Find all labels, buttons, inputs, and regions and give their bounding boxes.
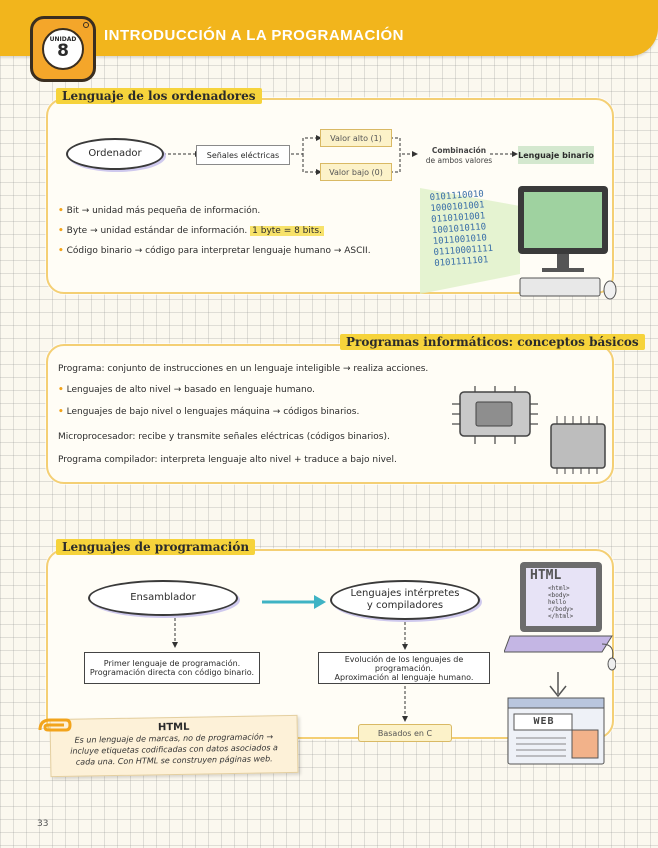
unit-label: UNIDAD xyxy=(49,36,77,43)
bullet-binary-code xyxy=(58,245,371,257)
html-note-line-3: cada una. Con HTML se construyen páginas web. xyxy=(75,754,273,767)
bullet-byte xyxy=(58,225,324,237)
definition-compiler: Programa compilador: interpreta lenguaje alto nivel + traduce a bajo nivel. xyxy=(58,455,397,465)
laptop-mouse xyxy=(608,658,616,670)
assembler-desc-line-2: Programación directa con código binario. xyxy=(89,668,255,677)
bullet-dot: • xyxy=(58,206,64,216)
laptop-html-title: HTML xyxy=(530,568,562,583)
code-line: hello xyxy=(548,599,567,606)
web-window-bar xyxy=(508,698,604,708)
code-line: <html> xyxy=(548,585,570,592)
page-number: 33 xyxy=(37,819,49,829)
unit-badge xyxy=(30,16,96,82)
combination-line-1: Combinación xyxy=(431,146,487,155)
bullet-binary-code-text: Código binario → código para interpretar lenguaje humano → ASCII. xyxy=(66,246,371,256)
code-line: </html> xyxy=(548,613,574,620)
interpreters-line-2: y compiladores xyxy=(366,600,444,611)
evolution-arrow-head xyxy=(314,595,326,609)
assembler-description xyxy=(84,652,260,684)
high-value-label: Valor alto (1) xyxy=(330,133,382,143)
bullet-bit-text: Bit → unidad más pequeña de información. xyxy=(66,206,261,216)
definition-high-level xyxy=(58,384,315,396)
code-line: </body> xyxy=(548,606,574,613)
low-value-label: Valor bajo (0) xyxy=(329,167,383,177)
badge-lens-icon xyxy=(83,22,89,28)
definition-program: Programa: conjunto de instrucciones en un lenguaje inteligible → realiza acciones. xyxy=(58,364,429,374)
bullet-dot: • xyxy=(58,407,64,417)
bullet-byte-text: Byte → unidad estándar de información. xyxy=(66,226,251,236)
low-value-box xyxy=(320,163,392,181)
unit-circle xyxy=(42,28,84,70)
bullet-dot: • xyxy=(58,226,64,236)
high-value-box xyxy=(320,129,392,147)
section-title-computer-language: Lenguaje de los ordenadores xyxy=(56,88,262,104)
assembler-label: Ensamblador xyxy=(130,592,196,603)
binary-digits xyxy=(429,189,494,270)
monitor-base xyxy=(542,268,584,272)
chip-icon xyxy=(450,386,540,448)
bullet-bit xyxy=(58,205,260,217)
interpreters-desc-line-2: Aproximación al lenguaje humano. xyxy=(334,672,474,682)
assembler-desc-line-1: Primer lenguaje de programación. xyxy=(103,659,241,668)
web-image-block xyxy=(572,730,598,758)
combination-line-2: de ambos valores xyxy=(425,156,493,165)
bullet-dot: • xyxy=(58,246,64,256)
html-note-line-1: Es un lenguaje de marcas, no de programación → xyxy=(74,732,274,745)
html-note-body xyxy=(51,731,298,768)
binary-language-label: Lenguaje binario xyxy=(518,150,594,160)
monitor-screen xyxy=(524,192,602,248)
electric-signals-label: Señales eléctricas xyxy=(206,150,280,160)
c-based-label: Basados en C xyxy=(377,728,433,738)
binary-line: 0101111101 xyxy=(433,255,489,269)
electric-signals-box xyxy=(196,145,290,165)
computer-node-label: Ordenador xyxy=(88,148,142,159)
page-title: INTRODUCCIÓN A LA PROGRAMACIÓN xyxy=(104,27,404,44)
computer-node xyxy=(66,138,164,170)
html-note-title: HTML xyxy=(157,721,190,734)
binary-line: 1001010110 xyxy=(431,222,487,237)
interpreters-line-1: Lenguajes intérpretes xyxy=(350,588,460,599)
bullet-dot: • xyxy=(58,385,64,395)
unit-number: 8 xyxy=(57,41,69,61)
binary-line: 01110001111 xyxy=(433,243,494,259)
interpreters-description xyxy=(318,652,490,684)
keyboard xyxy=(520,278,600,296)
processor-pins-icon xyxy=(545,414,611,476)
definition-high-level-text: Lenguajes de alto nivel → basado en lenguaje humano. xyxy=(66,385,315,395)
laptop-code xyxy=(548,585,573,620)
binary-language-box xyxy=(518,146,594,164)
html-note-line-2: incluye etiquetas codificadas con datos asociados a xyxy=(70,743,278,756)
binary-line: 0101110010 xyxy=(429,189,485,204)
binary-line: 0110101001 xyxy=(430,211,486,226)
html-note xyxy=(50,715,299,777)
section-title-software-concepts: Programas informáticos: conceptos básicos xyxy=(340,334,645,350)
section-title-programming-languages: Lenguajes de programación xyxy=(56,539,255,555)
binary-line: 1011001010 xyxy=(432,233,488,248)
interpreters-desc-line-1: Evolución de los lenguajes de programación. xyxy=(344,654,464,673)
byte-highlight: 1 byte = 8 bits. xyxy=(252,226,322,236)
mouse xyxy=(604,281,616,299)
monitor-stand xyxy=(557,254,569,268)
binary-line: 1000101001 xyxy=(430,200,485,215)
definition-low-level-text: Lenguajes de bajo nivel o lenguajes máquina → códigos binarios. xyxy=(66,407,360,417)
code-line: <body> xyxy=(548,592,570,599)
c-based-box xyxy=(358,724,452,742)
combination-label xyxy=(418,146,500,166)
definition-low-level xyxy=(58,406,359,418)
laptop-keyboard xyxy=(504,636,612,652)
definition-microprocessor: Microprocesador: recibe y transmite señales eléctricas (códigos binarios). xyxy=(58,432,390,442)
paperclip-icon xyxy=(36,716,72,738)
web-label: WEB xyxy=(533,716,555,727)
